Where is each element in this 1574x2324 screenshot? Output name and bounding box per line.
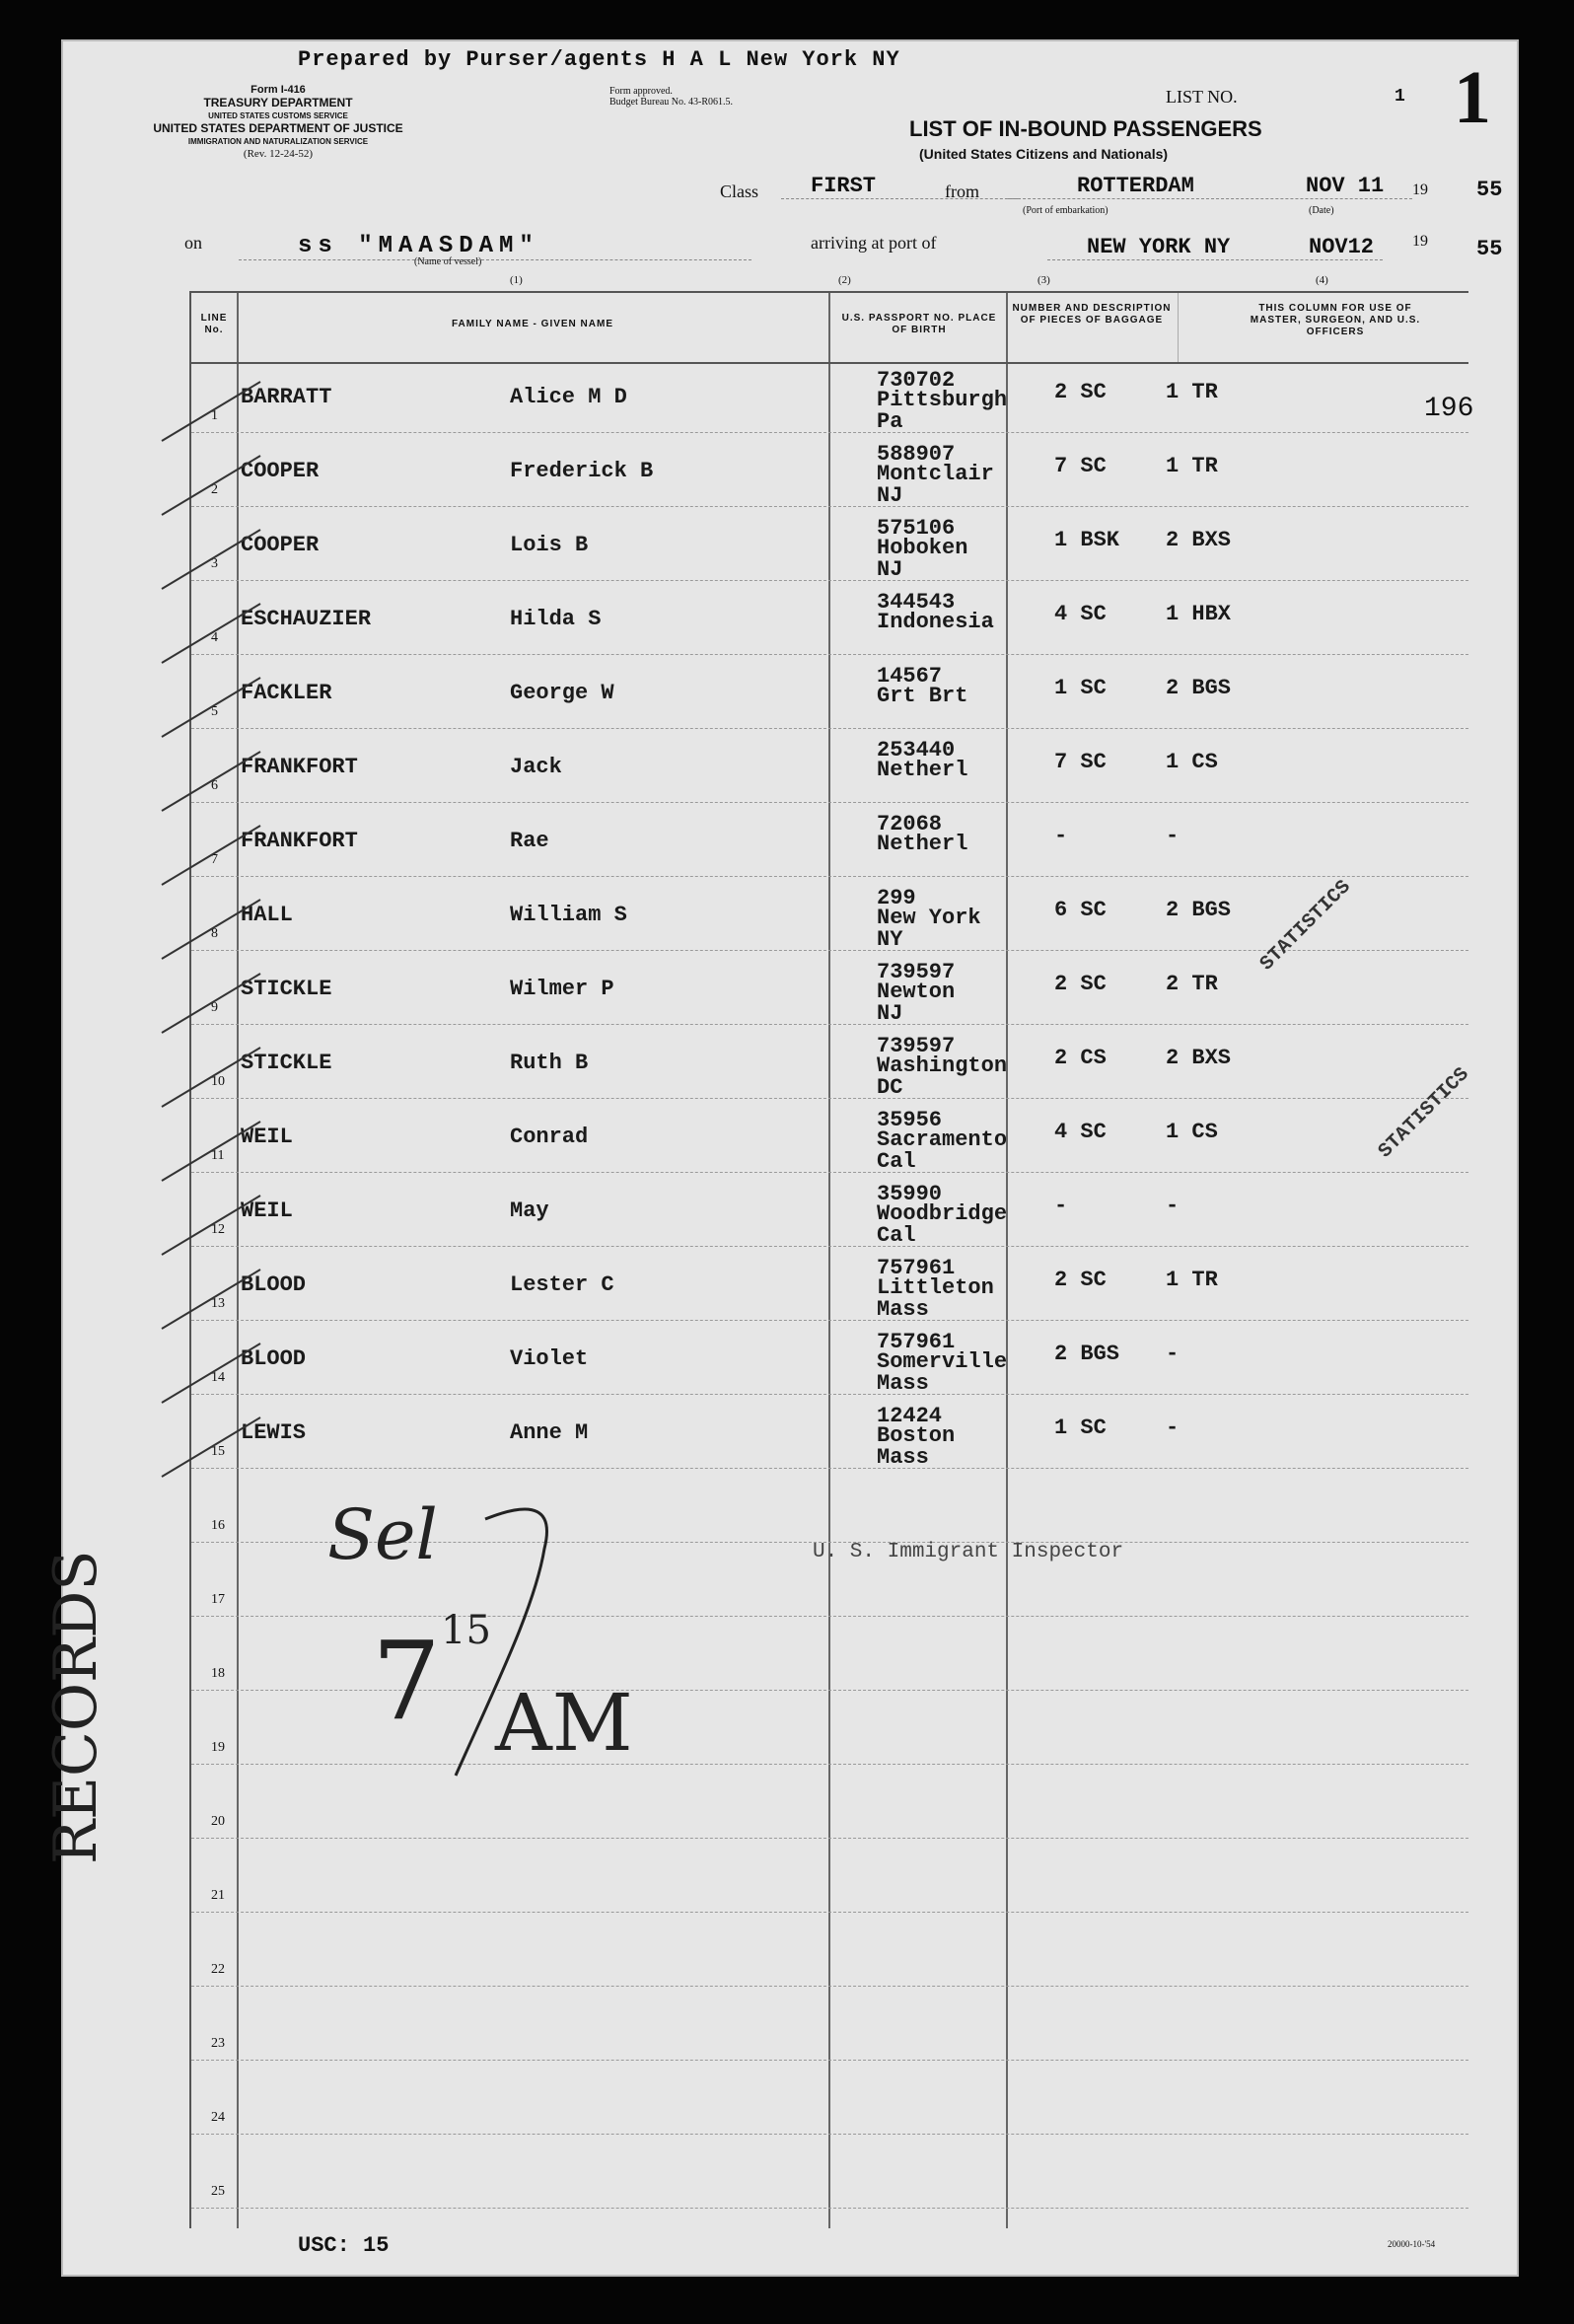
column-header-baggage: NUMBER AND DESCRIPTION OF PIECES OF BAGGAGE xyxy=(1012,303,1172,326)
line-number: 4 xyxy=(211,630,218,645)
given-name: William S xyxy=(510,903,627,927)
treasury-department: TREASURY DEPARTMENT xyxy=(203,96,353,109)
family-name: COOPER xyxy=(241,533,320,557)
vessel-label: (Name of vessel) xyxy=(414,256,482,267)
column-ref-1: (1) xyxy=(510,274,523,286)
departure-year: 55 xyxy=(1476,178,1503,202)
place-of-birth: Netherl xyxy=(877,758,968,782)
passenger-row xyxy=(191,732,1468,806)
document-title: LIST OF IN-BOUND PASSENGERS xyxy=(909,116,1262,141)
line-number: 22 xyxy=(211,1962,225,1977)
given-name: Wilmer P xyxy=(510,977,614,1001)
handwritten-margin-note: RECORDS xyxy=(41,1550,110,1864)
department-of-justice: UNITED STATES DEPARTMENT OF JUSTICE xyxy=(153,121,403,135)
line-number: 5 xyxy=(211,704,218,719)
baggage-primary: 1 SC xyxy=(1054,676,1107,700)
passenger-row xyxy=(191,436,1468,510)
class-label: Class xyxy=(720,182,759,201)
place-of-birth: Washington xyxy=(877,1053,1008,1078)
line-number: 1 xyxy=(211,408,218,423)
passenger-row xyxy=(191,1398,1468,1472)
family-name: BLOOD xyxy=(241,1272,307,1297)
line-number: 16 xyxy=(211,1518,225,1533)
passenger-row xyxy=(191,1102,1468,1176)
passenger-row xyxy=(191,1250,1468,1324)
statistics-stamp: STATISTICS xyxy=(1255,875,1356,977)
place-of-birth-state: NJ xyxy=(877,557,903,582)
port-embarkation-label: (Port of embarkation) xyxy=(1023,205,1109,216)
family-name: FRANKFORT xyxy=(241,829,358,853)
baggage-primary: 7 SC xyxy=(1054,750,1107,774)
place-of-birth: Newton xyxy=(877,980,956,1004)
family-name: WEIL xyxy=(241,1125,293,1149)
date-label: (Date) xyxy=(1309,205,1334,216)
column-header-passport: U.S. PASSPORT NO. PLACE OF BIRTH xyxy=(841,313,997,335)
line-number: 2 xyxy=(211,482,218,497)
from-port: ROTTERDAM xyxy=(1008,174,1412,199)
passport-number: 739597 xyxy=(877,960,956,984)
list-no-big: 1 xyxy=(1454,56,1491,139)
customs-service: UNITED STATES CUSTOMS SERVICE xyxy=(208,111,348,120)
line-number: 21 xyxy=(211,1888,225,1903)
arrival-port: NEW YORK NY xyxy=(1047,235,1383,260)
baggage-primary: 2 SC xyxy=(1054,380,1107,404)
given-name: Ruth B xyxy=(510,1051,589,1075)
baggage-secondary: 2 TR xyxy=(1166,972,1218,996)
baggage-secondary: - xyxy=(1166,1342,1180,1366)
family-name: STICKLE xyxy=(241,977,332,1001)
handwritten-am: AM xyxy=(495,1677,633,1769)
line-number: 10 xyxy=(211,1074,225,1089)
baggage-primary: - xyxy=(1054,824,1068,848)
line-number: 7 xyxy=(211,852,218,867)
family-name: LEWIS xyxy=(241,1420,307,1445)
usc-count: USC: 15 xyxy=(298,2233,390,2258)
passenger-row xyxy=(191,510,1468,584)
passport-number: 12424 xyxy=(877,1404,943,1428)
column-divider xyxy=(1178,293,1179,362)
print-code: 20000-10-'54 xyxy=(1388,2239,1436,2249)
arrival-date: NOV12 xyxy=(1309,235,1375,259)
place-of-birth: Grt Brt xyxy=(877,684,968,708)
passenger-row xyxy=(191,1176,1468,1250)
line-number: 14 xyxy=(211,1370,225,1385)
baggage-secondary: 1 CS xyxy=(1166,750,1218,774)
on-label: on xyxy=(184,233,202,253)
baggage-secondary: - xyxy=(1166,1416,1180,1440)
baggage-primary: 1 BSK xyxy=(1054,528,1120,552)
place-of-birth-state: Cal xyxy=(877,1223,916,1248)
line-number: 9 xyxy=(211,1000,218,1015)
given-name: Rae xyxy=(510,829,549,853)
baggage-primary: 1 SC xyxy=(1054,1416,1107,1440)
passport-number: 757961 xyxy=(877,1330,956,1354)
passenger-manifest-sheet xyxy=(41,39,1519,2277)
column-header-line-no: LINE No. xyxy=(200,313,228,335)
row-rule xyxy=(191,2134,1468,2135)
family-name: WEIL xyxy=(241,1198,293,1223)
passenger-row xyxy=(191,1324,1468,1398)
handwritten-signature: Sel xyxy=(327,1494,438,1575)
family-name: FACKLER xyxy=(241,681,332,705)
passport-number: 739597 xyxy=(877,1034,956,1058)
form-number: Form I-416 xyxy=(250,84,306,96)
family-name: BARRATT xyxy=(241,385,332,409)
officer-note: 196 xyxy=(1424,394,1474,424)
line-number: 11 xyxy=(211,1148,225,1163)
family-name: STICKLE xyxy=(241,1051,332,1075)
family-name: COOPER xyxy=(241,459,320,483)
line-number: 12 xyxy=(211,1222,225,1237)
place-of-birth-state: DC xyxy=(877,1075,903,1100)
passport-number: 757961 xyxy=(877,1256,956,1280)
row-rule xyxy=(191,2208,1468,2209)
passport-number: 575106 xyxy=(877,516,956,541)
given-name: May xyxy=(510,1198,549,1223)
place-of-birth-state: Mass xyxy=(877,1445,929,1470)
place-of-birth: Somerville xyxy=(877,1349,1008,1374)
year-prefix-1: 19 xyxy=(1412,182,1428,198)
signature-scribble xyxy=(308,1489,623,1845)
given-name: George W xyxy=(510,681,614,705)
column-header-officers: THIS COLUMN FOR USE OF MASTER, SURGEON, AND U.S. OFFICERS xyxy=(1250,303,1421,337)
from-label: from xyxy=(945,182,979,201)
family-name: HALL xyxy=(241,903,293,927)
revision-date: (Rev. 12-24-52) xyxy=(243,148,314,160)
row-rule xyxy=(191,2060,1468,2061)
handwritten-time-minutes: 15 xyxy=(441,1608,491,1653)
passport-number: 730702 xyxy=(877,368,956,393)
given-name: Lester C xyxy=(510,1272,614,1297)
place-of-birth-state: NY xyxy=(877,927,903,952)
place-of-birth: Hoboken xyxy=(877,536,968,560)
given-name: Violet xyxy=(510,1346,589,1371)
baggage-primary: 7 SC xyxy=(1054,454,1107,478)
given-name: Frederick B xyxy=(510,459,654,483)
baggage-secondary: 2 BGS xyxy=(1166,898,1232,922)
handwritten-time: 7 xyxy=(372,1618,441,1744)
line-number: 19 xyxy=(211,1740,225,1755)
baggage-secondary: 2 BXS xyxy=(1166,1046,1232,1070)
tally-check-mark xyxy=(152,1408,270,1487)
given-name: Hilda S xyxy=(510,607,602,631)
column-ref-4: (4) xyxy=(1316,274,1328,286)
passport-number: 72068 xyxy=(877,812,943,836)
line-number: 15 xyxy=(211,1444,225,1459)
place-of-birth: Montclair xyxy=(877,462,994,486)
baggage-primary: 4 SC xyxy=(1054,1120,1107,1144)
baggage-primary: 2 SC xyxy=(1054,1268,1107,1292)
family-name: FRANKFORT xyxy=(241,755,358,779)
place-of-birth: New York xyxy=(877,906,981,930)
given-name: Anne M xyxy=(510,1420,589,1445)
ins-service: IMMIGRATION AND NATURALIZATION SERVICE xyxy=(187,137,369,146)
form-approved: Form approved. xyxy=(609,86,673,97)
list-no-label: LIST NO. xyxy=(1166,87,1238,107)
place-of-birth: Woodbridge xyxy=(877,1201,1008,1226)
agency-block xyxy=(101,84,456,161)
document-subtitle: (United States Citizens and Nationals) xyxy=(919,146,1169,162)
place-of-birth-state: NJ xyxy=(877,1001,903,1026)
passenger-row xyxy=(191,806,1468,880)
place-of-birth: Sacramento xyxy=(877,1127,1008,1152)
line-number: 8 xyxy=(211,926,218,941)
budget-bureau: Budget Bureau No. 43-R061.5. xyxy=(609,97,733,108)
passport-number: 253440 xyxy=(877,738,956,763)
place-of-birth-state: Pa xyxy=(877,409,903,434)
place-of-birth: Indonesia xyxy=(877,610,994,634)
line-number: 3 xyxy=(211,556,218,571)
baggage-primary: - xyxy=(1054,1194,1068,1218)
place-of-birth: Boston xyxy=(877,1423,956,1448)
place-of-birth-state: NJ xyxy=(877,483,903,508)
baggage-secondary: 1 TR xyxy=(1166,1268,1218,1292)
column-ref-2: (2) xyxy=(838,274,851,286)
row-rule xyxy=(191,1986,1468,1987)
place-of-birth-state: Cal xyxy=(877,1149,916,1174)
departure-date: NOV 11 xyxy=(1306,174,1385,198)
baggage-secondary: - xyxy=(1166,1194,1180,1218)
baggage-secondary: 1 CS xyxy=(1166,1120,1218,1144)
place-of-birth-state: Mass xyxy=(877,1371,929,1396)
column-header-name: FAMILY NAME - GIVEN NAME xyxy=(451,319,613,329)
vessel-name: ss "MAASDAM" xyxy=(239,233,751,260)
passenger-table xyxy=(189,291,1474,2228)
place-of-birth: Netherl xyxy=(877,832,968,856)
line-number: 20 xyxy=(211,1814,225,1829)
class-value: FIRST xyxy=(781,174,1018,199)
statistics-stamp: STATISTICS xyxy=(1374,1062,1474,1164)
passenger-row xyxy=(191,1028,1468,1102)
baggage-secondary: 1 TR xyxy=(1166,454,1218,478)
baggage-primary: 6 SC xyxy=(1054,898,1107,922)
given-name: Alice M D xyxy=(510,385,627,409)
passenger-row xyxy=(191,362,1468,436)
baggage-secondary: - xyxy=(1166,824,1180,848)
passenger-row xyxy=(191,584,1468,658)
baggage-primary: 4 SC xyxy=(1054,602,1107,626)
line-number: 18 xyxy=(211,1666,225,1681)
place-of-birth: Pittsburgh xyxy=(877,388,1008,412)
place-of-birth: Littleton xyxy=(877,1275,994,1300)
passport-number: 14567 xyxy=(877,664,943,689)
baggage-secondary: 1 TR xyxy=(1166,380,1218,404)
baggage-primary: 2 BGS xyxy=(1054,1342,1120,1366)
baggage-secondary: 2 BGS xyxy=(1166,676,1232,700)
baggage-secondary: 2 BXS xyxy=(1166,528,1232,552)
family-name: ESCHAUZIER xyxy=(241,607,372,631)
arrival-year: 55 xyxy=(1476,237,1503,261)
given-name: Jack xyxy=(510,755,562,779)
line-number: 6 xyxy=(211,778,218,793)
passport-number: 344543 xyxy=(877,590,956,615)
passport-number: 299 xyxy=(877,886,916,910)
list-no-value: 1 xyxy=(1395,87,1405,107)
passenger-row xyxy=(191,658,1468,732)
line-number: 25 xyxy=(211,2184,225,2199)
prepared-by: Prepared by Purser/agents H A L New York NY xyxy=(298,47,900,72)
line-number: 24 xyxy=(211,2110,225,2125)
line-number: 17 xyxy=(211,1592,225,1607)
baggage-secondary: 1 HBX xyxy=(1166,602,1232,626)
column-ref-3: (3) xyxy=(1037,274,1050,286)
row-rule xyxy=(191,1912,1468,1913)
line-number: 13 xyxy=(211,1296,225,1311)
given-name: Lois B xyxy=(510,533,589,557)
arriving-label: arriving at port of xyxy=(811,233,937,253)
year-prefix-2: 19 xyxy=(1412,233,1428,250)
passport-number: 35990 xyxy=(877,1182,943,1206)
baggage-primary: 2 SC xyxy=(1054,972,1107,996)
family-name: BLOOD xyxy=(241,1346,307,1371)
immigrant-inspector: U. S. Immigrant Inspector xyxy=(813,1541,1124,1563)
form-approval xyxy=(609,86,733,108)
given-name: Conrad xyxy=(510,1125,589,1149)
place-of-birth-state: Mass xyxy=(877,1297,929,1322)
passport-number: 35956 xyxy=(877,1108,943,1132)
passport-number: 588907 xyxy=(877,442,956,467)
baggage-primary: 2 CS xyxy=(1054,1046,1107,1070)
line-number: 23 xyxy=(211,2036,225,2051)
